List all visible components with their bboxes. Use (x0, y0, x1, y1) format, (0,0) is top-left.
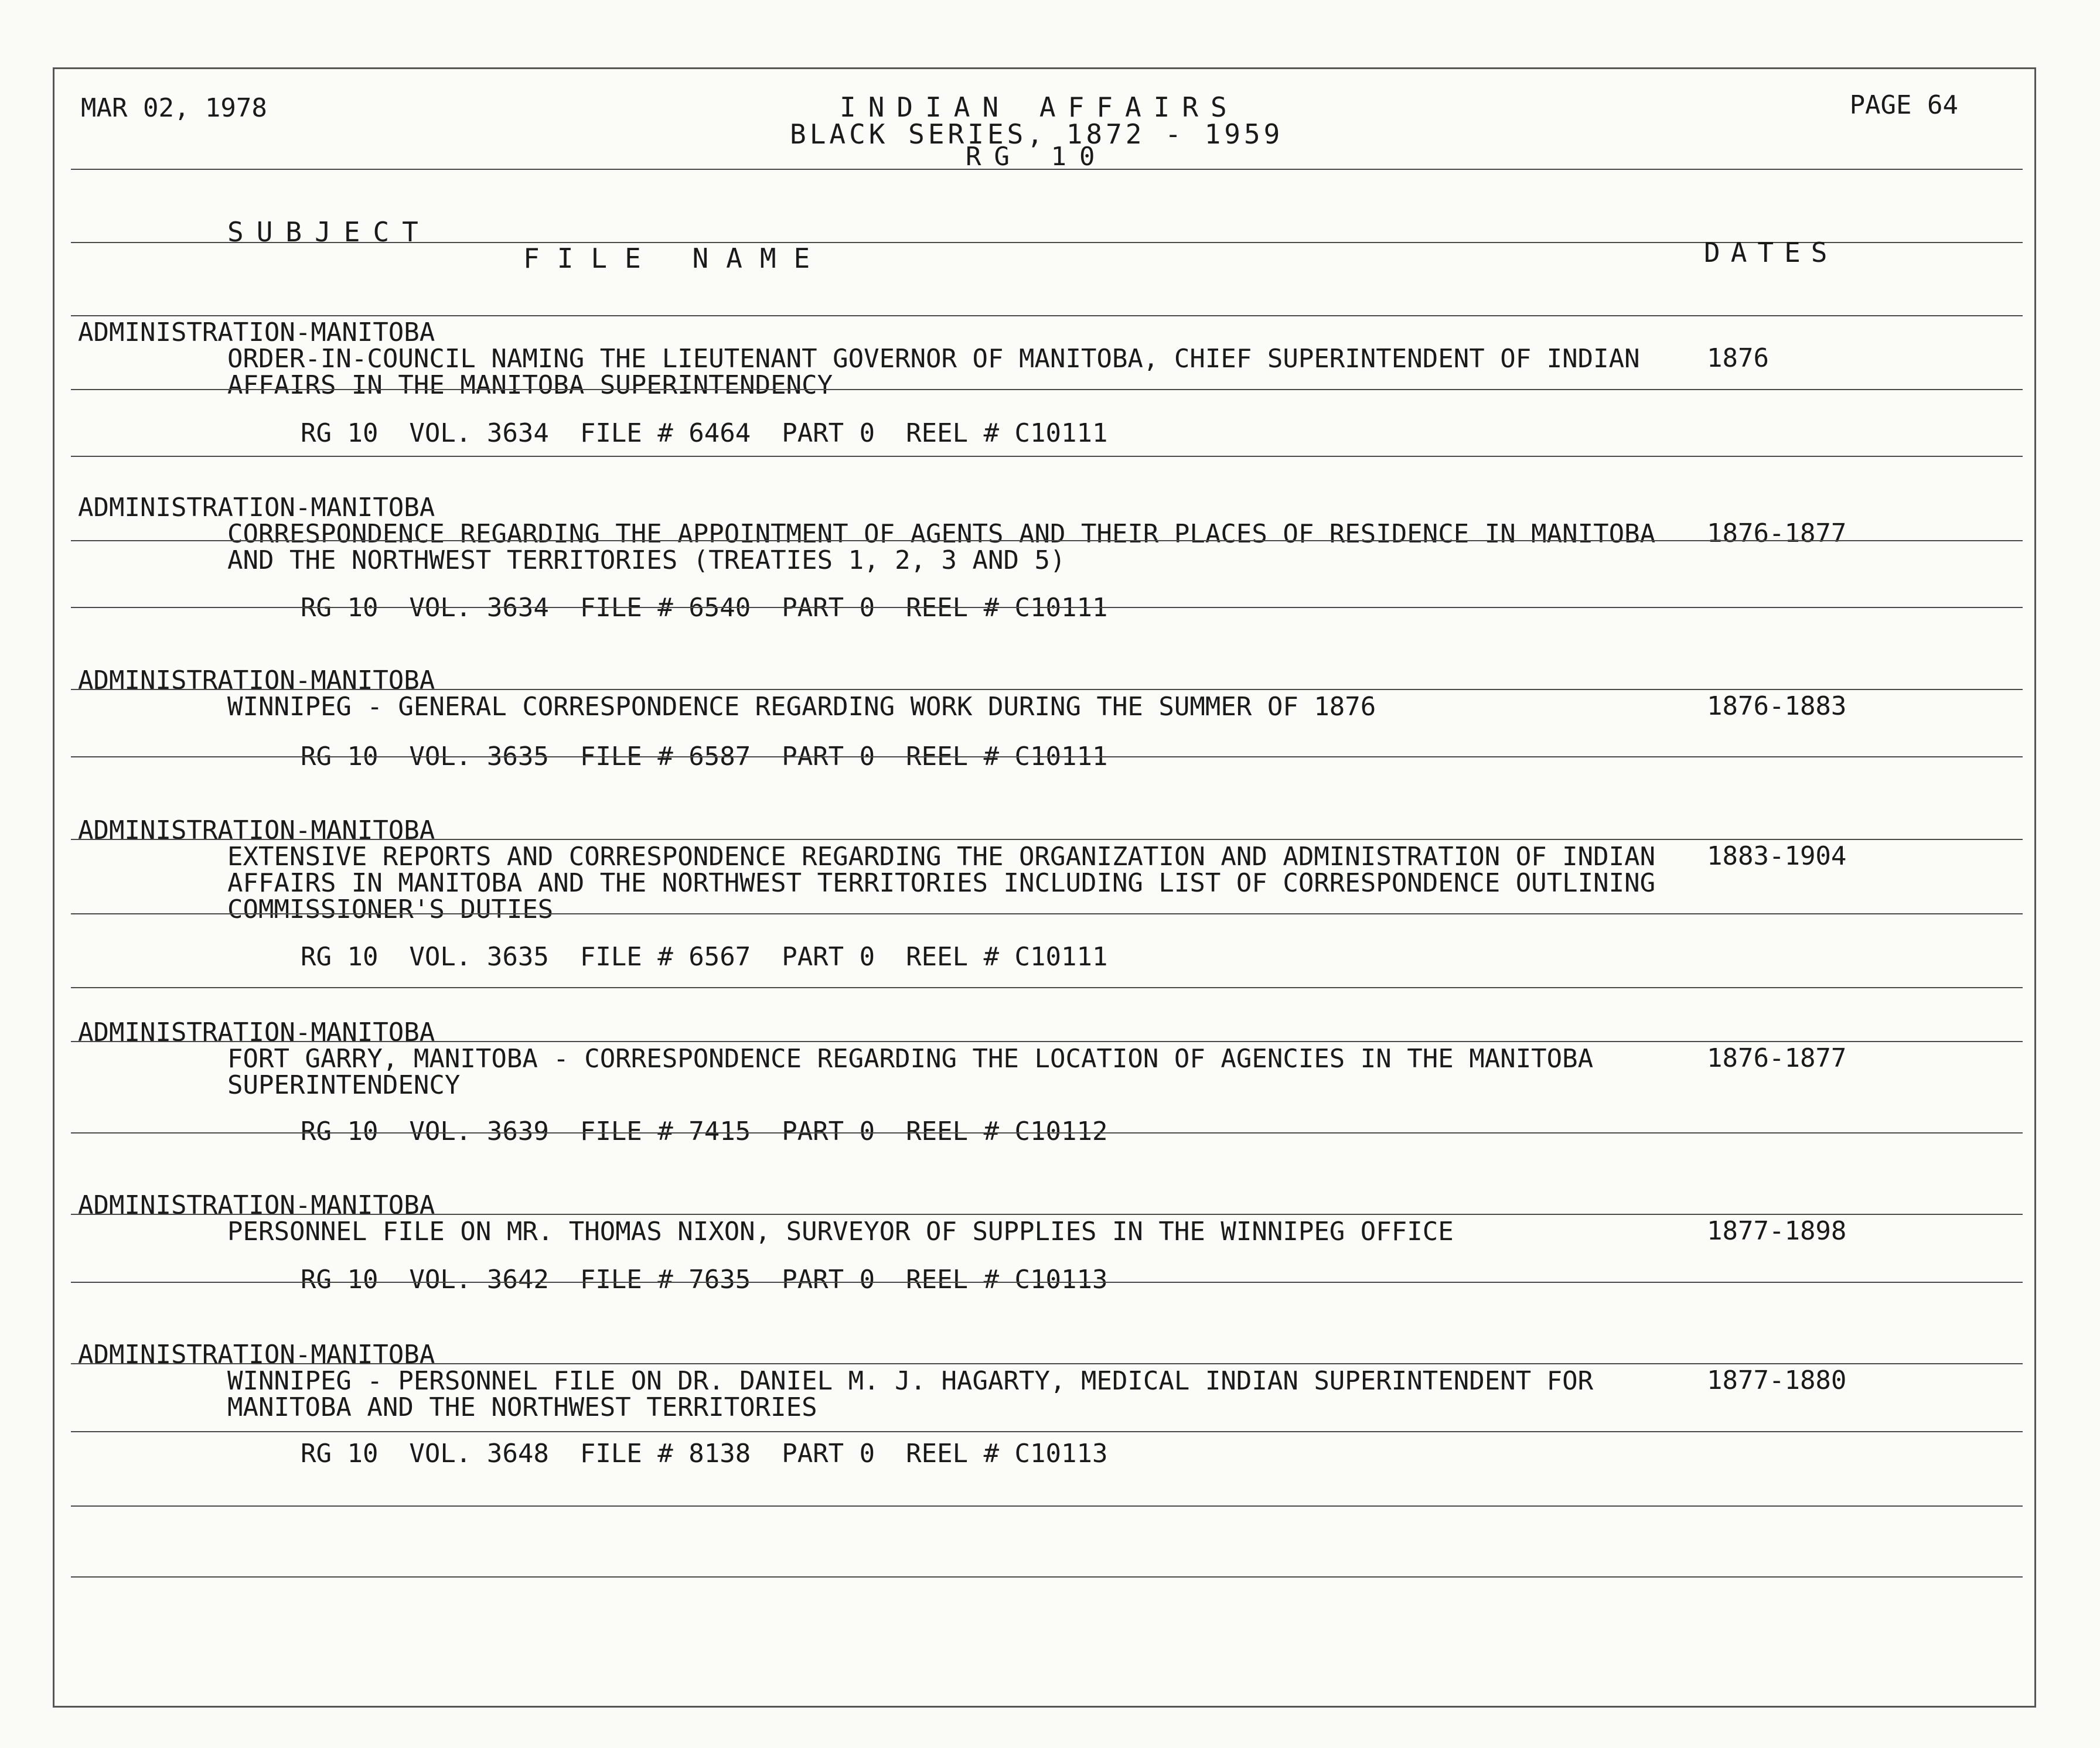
entry-reference: RG 10 VOL. 3648 FILE # 8138 PART 0 REEL # C10113 (301, 1439, 1108, 1469)
rule-line (71, 1576, 2023, 1578)
entry-reference: RG 10 VOL. 3642 FILE # 7635 PART 0 REEL # C10113 (301, 1265, 1108, 1295)
rule-line (71, 987, 2023, 988)
rule-line (71, 1505, 2023, 1507)
entry-file-name: AFFAIRS IN MANITOBA AND THE NORTHWEST TERRITORIES INCLUDING LIST OF CORRESPONDENCE OUTLINING (227, 868, 1656, 898)
entry-subject: ADMINISTRATION-MANITOBA (78, 493, 435, 523)
column-header-dates: DATES (1704, 237, 1838, 268)
entry-file-name: WINNIPEG - GENERAL CORRESPONDENCE REGARDING WORK DURING THE SUMMER OF 1876 (227, 692, 1376, 722)
rule-line (71, 1132, 2023, 1134)
entry-file-name: WINNIPEG - PERSONNEL FILE ON DR. DANIEL M. J. HAGARTY, MEDICAL INDIAN SUPERINTENDENT FOR (227, 1366, 1594, 1396)
rule-line (71, 389, 2023, 390)
entry-reference: RG 10 VOL. 3634 FILE # 6464 PART 0 REEL # C10111 (301, 418, 1108, 448)
entry-reference: RG 10 VOL. 3635 FILE # 6567 PART 0 REEL # C10111 (301, 942, 1108, 972)
entry-reference: RG 10 VOL. 3639 FILE # 7415 PART 0 REEL # C10112 (301, 1117, 1108, 1146)
rule-line (71, 169, 2023, 170)
entry-dates: 1877-1880 (1707, 1365, 1847, 1395)
entry-file-name: CORRESPONDENCE REGARDING THE APPOINTMENT OF AGENTS AND THEIR PLACES OF RESIDENCE IN MANITOBA (227, 519, 1656, 549)
run-date: MAR 02, 1978 (81, 93, 267, 123)
entry-subject: ADMINISTRATION-MANITOBA (78, 1018, 435, 1047)
entry-file-name: MANITOBA AND THE NORTHWEST TERRITORIES (227, 1392, 817, 1422)
entry-subject: ADMINISTRATION-MANITOBA (78, 665, 435, 695)
column-header-file-name: FILE NAME (523, 243, 828, 274)
entry-dates: 1883-1904 (1707, 841, 1847, 871)
entry-subject: ADMINISTRATION-MANITOBA (78, 1340, 435, 1370)
rule-line (71, 540, 2023, 541)
rule-line (71, 756, 2023, 757)
entry-subject: ADMINISTRATION-MANITOBA (78, 815, 435, 845)
record-group: RG 10 (966, 142, 1108, 172)
rule-line (71, 315, 2023, 316)
rule-line (71, 839, 2023, 840)
entry-dates: 1876-1883 (1707, 691, 1847, 721)
entry-file-name: PERSONNEL FILE ON MR. THOMAS NIXON, SURVEYOR OF SUPPLIES IN THE WINNIPEG OFFICE (227, 1217, 1454, 1247)
entry-dates: 1876-1877 (1707, 518, 1847, 548)
rule-line (71, 1041, 2023, 1042)
column-header-subject: SUBJECT (227, 216, 431, 248)
entry-file-name: AND THE NORTHWEST TERRITORIES (TREATIES 1, 2, 3 AND 5) (227, 545, 1066, 575)
report-subtitle: BLACK SERIES, 1872 - 1959 (790, 118, 1284, 150)
entry-reference: RG 10 VOL. 3635 FILE # 6587 PART 0 REEL # C10111 (301, 742, 1108, 771)
entry-subject: ADMINISTRATION-MANITOBA (78, 317, 435, 347)
entry-file-name: SUPERINTENDENCY (227, 1070, 461, 1100)
rule-line (71, 1431, 2023, 1432)
entry-file-name: COMMISSIONER'S DUTIES (227, 895, 554, 924)
entry-dates: 1876 (1707, 343, 1769, 373)
rule-line (71, 689, 2023, 690)
rule-line (71, 1282, 2023, 1283)
rule-line (71, 607, 2023, 608)
entry-dates: 1877-1898 (1707, 1216, 1847, 1246)
entry-subject: ADMINISTRATION-MANITOBA (78, 1190, 435, 1220)
entry-file-name: AFFAIRS IN THE MANITOBA SUPERINTENDENCY (227, 370, 833, 400)
entry-file-name: FORT GARRY, MANITOBA - CORRESPONDENCE REGARDING THE LOCATION OF AGENCIES IN THE MANITOBA (227, 1044, 1594, 1074)
document-page (53, 67, 2036, 1708)
rule-line (71, 1214, 2023, 1215)
page-number: PAGE 64 (1849, 90, 1958, 120)
entry-file-name: ORDER-IN-COUNCIL NAMING THE LIEUTENANT GOVERNOR OF MANITOBA, CHIEF SUPERINTENDENT OF INDIAN (227, 344, 1640, 374)
rule-line (71, 913, 2023, 914)
entry-dates: 1876-1877 (1707, 1043, 1847, 1073)
entry-file-name: EXTENSIVE REPORTS AND CORRESPONDENCE REGARDING THE ORGANIZATION AND ADMINISTRATION OF INDIAN (227, 842, 1656, 872)
entry-reference: RG 10 VOL. 3634 FILE # 6540 PART 0 REEL # C10111 (301, 593, 1108, 623)
rule-line (71, 1363, 2023, 1364)
report-title: INDIAN AFFAIRS (840, 91, 1239, 123)
rule-line (71, 456, 2023, 457)
